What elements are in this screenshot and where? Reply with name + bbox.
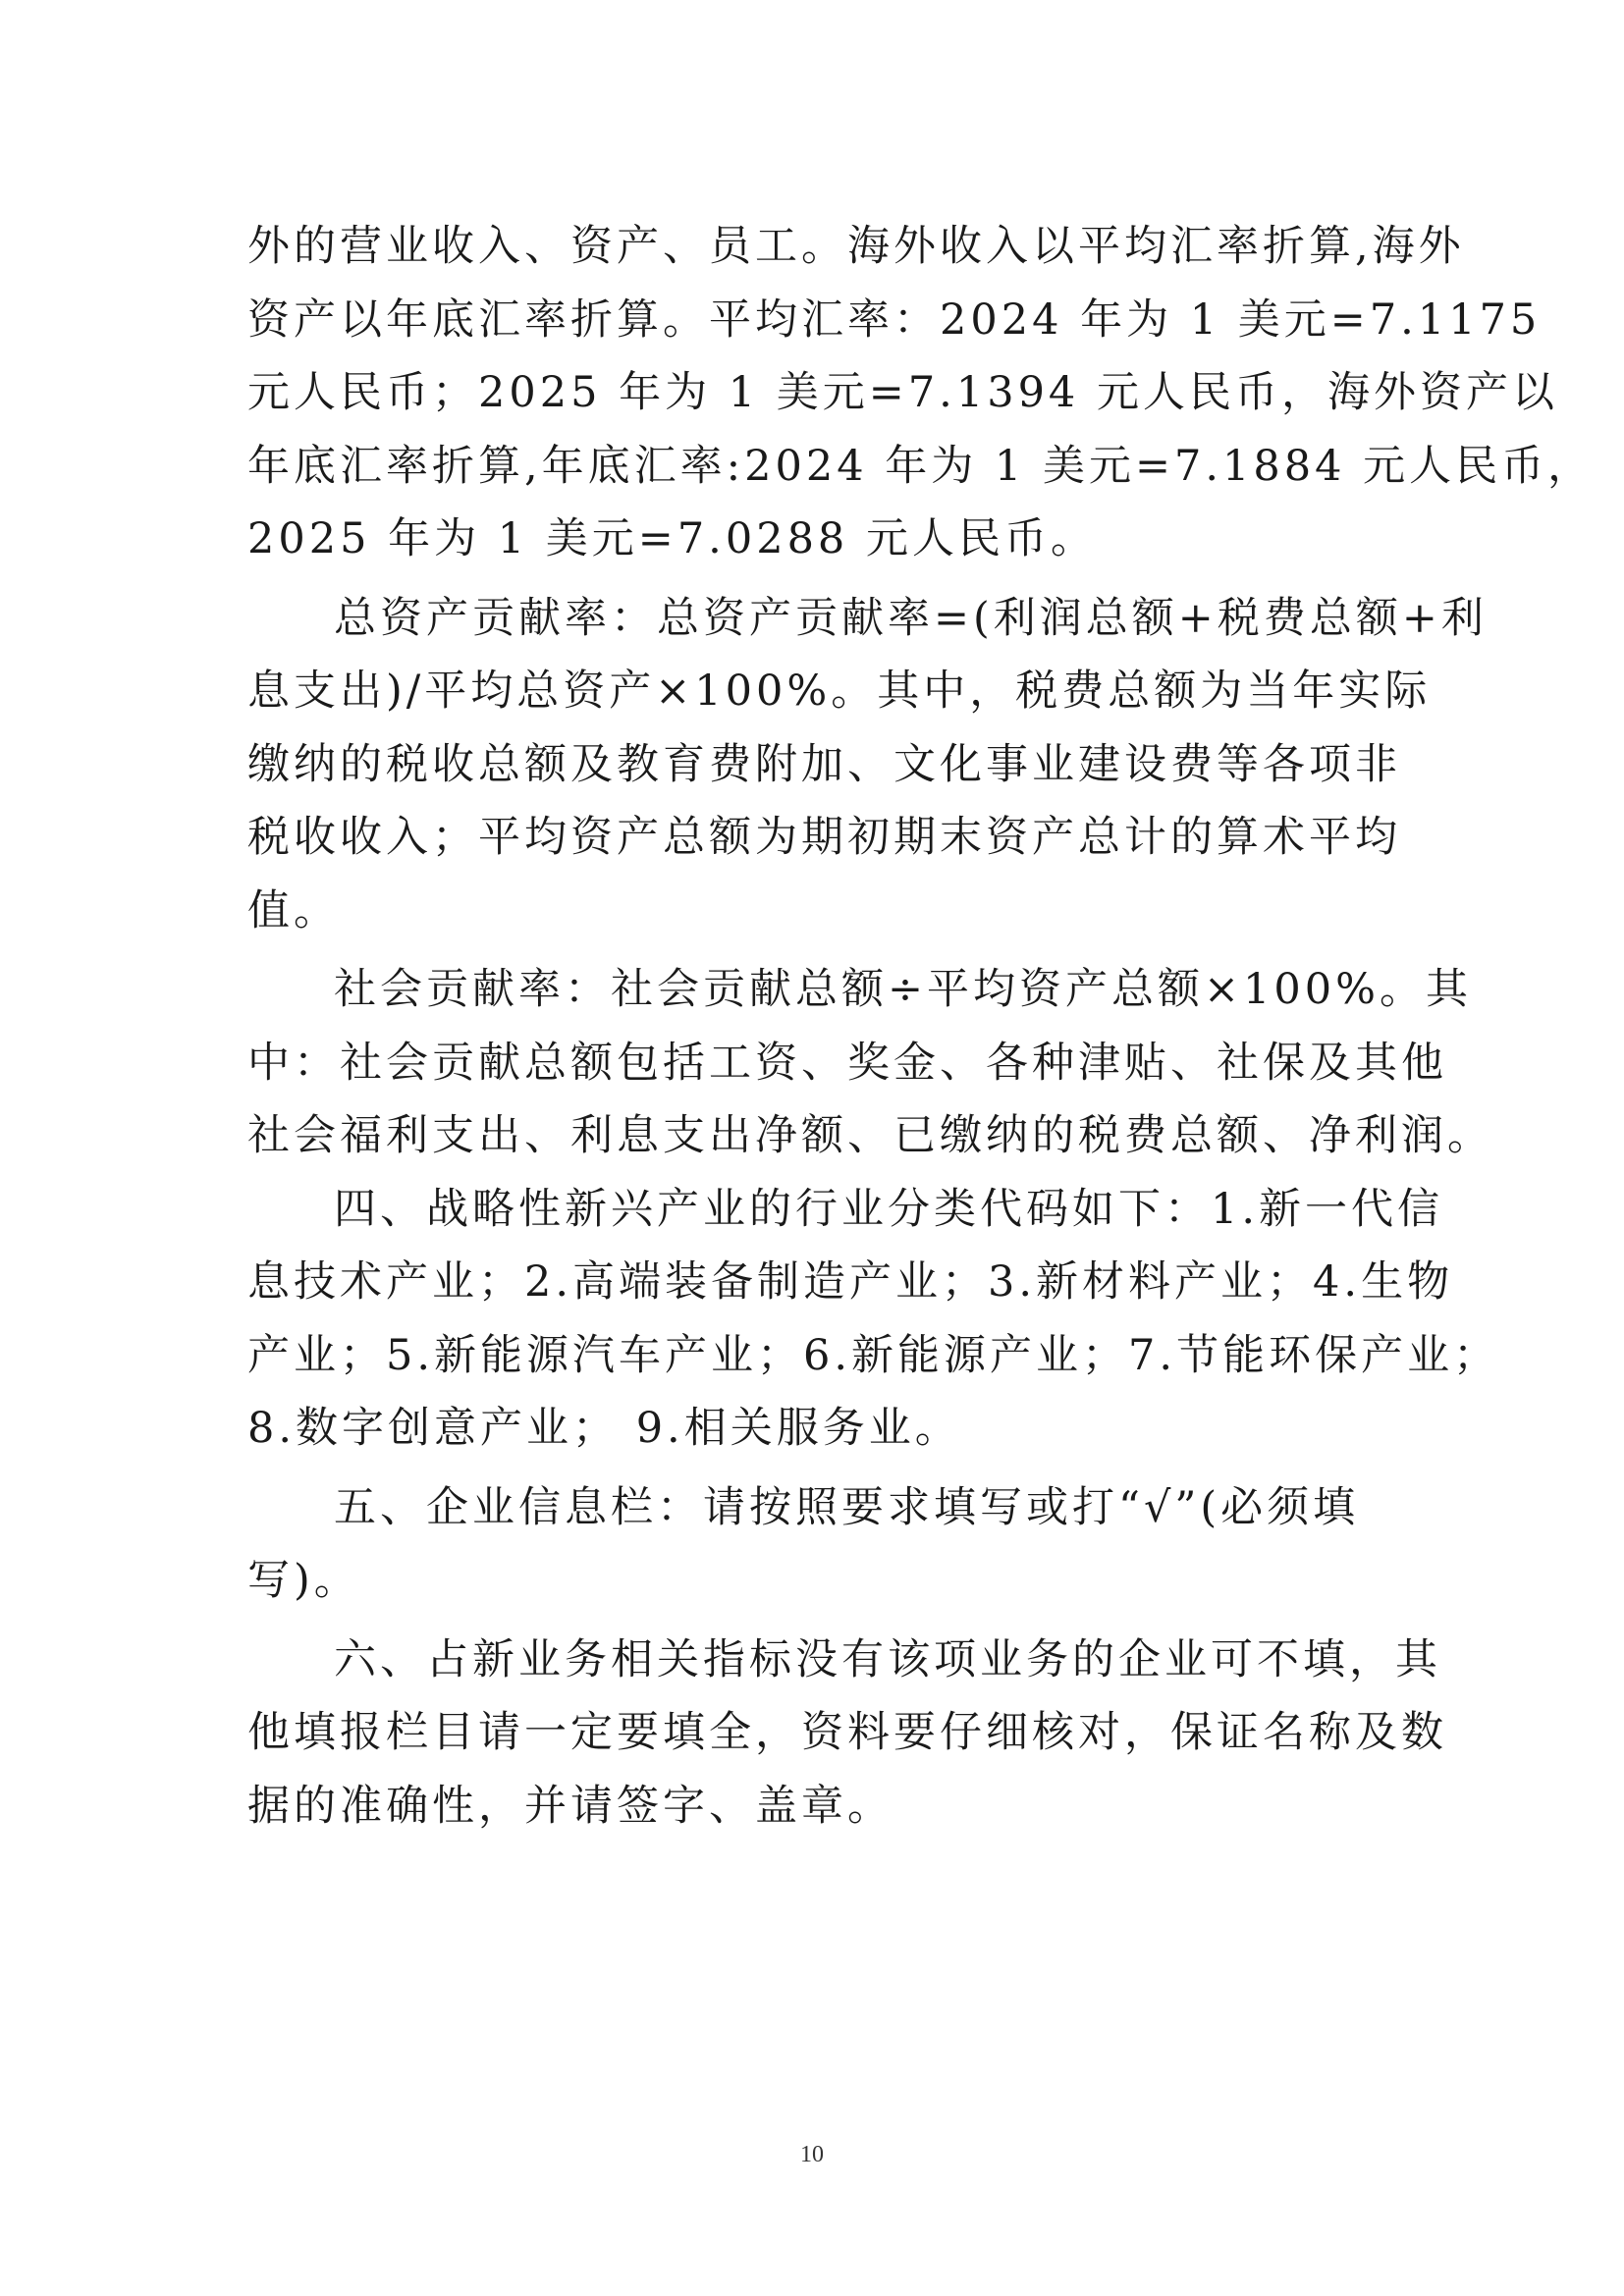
text-line: 社会福利支出、利息支出净额、已缴纳的税费总额、净利润。 — [247, 1111, 1493, 1160]
text-line: 8.数字创意产业； 9.相关服务业。 — [247, 1404, 961, 1453]
text-line: 资产以年底汇率折算。平均汇率：2024 年为 1 美元=7.1175 — [247, 294, 1542, 345]
text-line: 据的准确性，并请签字、盖章。 — [247, 1781, 893, 1831]
text-line: 息技术产业；2.高端装备制造产业；3.新材料产业；4.生物 — [247, 1257, 1454, 1307]
paragraph-social-contribution — [247, 953, 1493, 1173]
page-number: 10 — [800, 2142, 824, 2167]
text-line: 息支出)/平均总资产×100%。其中，税费总额为当年实际 — [247, 667, 1432, 716]
text-line: 值。 — [247, 885, 340, 935]
text-line: 缴纳的税收总额及教育费附加、文化事业建设费等各项非 — [247, 739, 1401, 789]
text-line: 总资产贡献率：总资产贡献率=(利润总额+税费总额+利 — [334, 593, 1488, 643]
body-text — [247, 210, 1595, 1842]
paragraph-industry-codes — [247, 1173, 1500, 1466]
paragraph-filling-instructions — [247, 1624, 1447, 1843]
text-line: 2025 年为 1 美元=7.0288 元人民币。 — [247, 514, 1097, 563]
text-line: 写)。 — [247, 1556, 360, 1605]
paragraph-total-asset-contribution — [247, 582, 1488, 948]
text-line: 四、战略性新兴产业的行业分类代码如下：1.新一代信 — [334, 1184, 1444, 1234]
text-line: 中：社会贡献总额包括工资、奖金、各种津贴、社保及其他 — [247, 1038, 1447, 1088]
text-line: 年底汇率折算,年底汇率:2024 年为 1 美元=7.1884 元人民币， — [247, 441, 1595, 491]
text-line: 元人民币；2025 年为 1 美元=7.1394 元人民币，海外资产以 — [247, 368, 1558, 417]
paragraph-exchange-rate — [247, 210, 1595, 576]
text-line: 产业；5.新能源汽车产业；6.新能源产业；7.节能环保产业； — [247, 1330, 1500, 1380]
paragraph-company-info — [247, 1471, 1426, 1618]
text-line: 他填报栏目请一定要填全，资料要仔细核对，保证名称及数 — [247, 1708, 1447, 1757]
text-line: 社会贡献率：社会贡献总额÷平均资产总额×100%。其 — [334, 965, 1472, 1014]
text-line: 税收收入；平均资产总额为期初期末资产总计的算术平均 — [247, 813, 1401, 862]
text-line: 外的营业收入、资产、员工。海外收入以平均汇率折算,海外 — [247, 222, 1465, 271]
text-line: 五、企业信息栏：请按照要求填写或打“√”(必须填 — [334, 1482, 1360, 1532]
text-line: 六、占新业务相关指标没有该项业务的企业可不填，其 — [334, 1634, 1441, 1684]
